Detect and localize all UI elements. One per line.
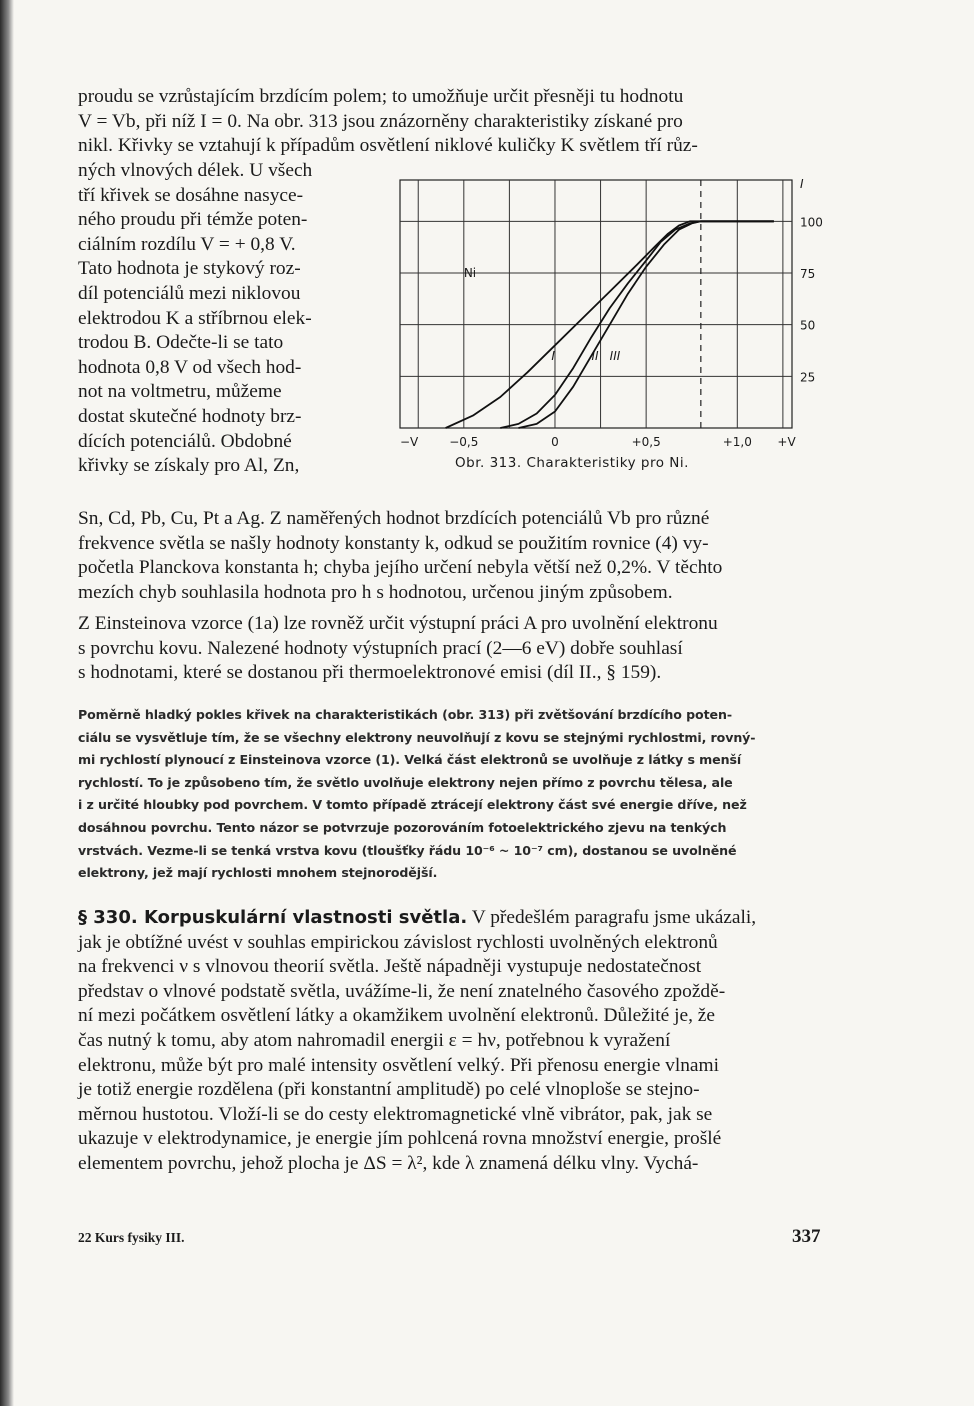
text-line: nikl. Křivky se vztahují k případům osvětlení niklové kuličky K světlem tří růz- bbox=[78, 135, 698, 157]
text-line: tří křivek se dosáhne nasyce- bbox=[78, 184, 304, 206]
section-heading: § 330. Korpuskulární vlastnosti světla. bbox=[78, 907, 468, 928]
text-line: proudu se vzrůstajícím brzdícím polem; to umožňuje určit přesněji tu hodnotu bbox=[78, 86, 684, 107]
x-tick-label: +0,5 bbox=[631, 435, 661, 449]
note-line: vrstvách. Vezme-li se tenká vrstva kovu (tloušťky řádu 10⁻⁶ ~ 10⁻⁷ cm), dostanou se uvolněné bbox=[78, 842, 737, 858]
text-line: ného proudu při témže poten- bbox=[78, 209, 308, 231]
figure-313-chart bbox=[380, 170, 830, 460]
section-first-line-rest: V předešlém paragrafu jsme ukázali, bbox=[471, 907, 757, 928]
material-label: Ni bbox=[463, 266, 477, 281]
curve-label: III bbox=[609, 348, 621, 363]
x-tick-label: −V bbox=[399, 435, 419, 449]
section-330 bbox=[78, 906, 830, 1177]
curve-label: I bbox=[551, 348, 555, 363]
text-line: elektrodou K a stříbrnou elek- bbox=[78, 307, 312, 329]
einstein-paragraph bbox=[78, 612, 830, 686]
note-line: i z určité hloubky pod povrchem. V tomto případě ztrácejí elektrony část své energie dříve, než bbox=[78, 797, 747, 813]
x-tick-label: −0,5 bbox=[449, 435, 479, 449]
section-first-line bbox=[78, 906, 830, 931]
y-tick-label: 25 bbox=[800, 370, 816, 385]
x-tick-label: +1,0 bbox=[722, 435, 752, 449]
y-tick-label: 50 bbox=[800, 318, 816, 333]
text-line: elektronu, může být pro malé intensity osvětlení velký. Při přenosu energie vlnami bbox=[78, 1054, 719, 1076]
note-line: ciálu se vysvětluje tím, že se všechny elektrony neuvolňují z kovu se stejnými rychlostmi, rovný- bbox=[78, 729, 756, 745]
curve-label: II bbox=[591, 348, 599, 363]
text-line: dících potenciálů. Obdobné bbox=[78, 430, 292, 452]
note-line: dosáhnou povrchu. Tento názor se potvrzuje pozorováním fotoelektrického zjevu na tenkých bbox=[78, 819, 727, 835]
text-line: ukazuje v elektrodynamice, je energie jím pohlcená rovna množství energie, prošlé bbox=[78, 1128, 722, 1150]
x-tick-label: 0 bbox=[551, 435, 559, 449]
y-tick-label: 75 bbox=[800, 267, 816, 281]
intro-paragraph bbox=[78, 85, 830, 159]
text-line: na frekvenci ν s vlnovou theorií světla. Ještě nápadněji vystupuje nedostatečnost bbox=[78, 956, 702, 978]
text-line: měrnou hustotou. Vloží-li se do cesty elektromagnetické vlně vibrátor, pak, jak se bbox=[78, 1103, 713, 1125]
text-line: s povrchu kovu. Nalezené hodnoty výstupních prací (2—6 eV) dobře souhlasí bbox=[78, 637, 683, 659]
text-line: frekvence světla se našly hodnoty konstanty k, odkud se použitím rovnice (4) vy- bbox=[78, 532, 709, 554]
text-line: not na voltmetru, můžeme bbox=[78, 381, 282, 403]
text-line: s hodnotami, které se dostanou při thermoelektronové emisi (díl II., § 159). bbox=[78, 662, 662, 684]
text-line: ných vlnových délek. U všech bbox=[78, 160, 313, 181]
text-line: ní mezi počátkem osvětlení látky a okamžikem uvolnění elektronů. Důležité je, že bbox=[78, 1005, 715, 1027]
text-line: čas nutný k tomu, aby atom nahromadil energii ε = hν, potřebnou k vyražení bbox=[78, 1029, 671, 1051]
small-print-note bbox=[78, 704, 830, 885]
text-line: ciálním rozdílu V = + 0,8 V. bbox=[78, 233, 296, 255]
note-line: mi rychlostí plynoucí z Einsteinova vzorce (1). Velká část elektronů se uvolňuje z látky s menší bbox=[78, 752, 742, 768]
page-edge-shadow bbox=[0, 0, 14, 1406]
figure-caption: Obr. 313. Charakteristiky pro Ni. bbox=[455, 455, 689, 471]
text-line: je totiž energie rozdělena (při konstantní amplitudě) po celé vlnoploše se stejno- bbox=[78, 1079, 700, 1101]
text-line: početla Planckova konstanta h; chyba jejího určení nebyla větší než 0,2%. V těchto bbox=[78, 557, 723, 579]
note-line: elektrony, jež mají rychlosti mnohem stejnorodější. bbox=[78, 865, 438, 881]
text-line: elementem povrchu, jehož plocha je ΔS = λ², kde λ znamená délku vlny. Vychá- bbox=[78, 1152, 699, 1174]
footer-book-title: 22 Kurs fysiky III. bbox=[78, 1230, 185, 1245]
x-tick-label: +V bbox=[777, 435, 796, 449]
text-line: Tato hodnota je stykový roz- bbox=[78, 258, 301, 280]
text-line: křivky se získaly pro Al, Zn, bbox=[78, 455, 300, 477]
text-line: Z Einsteinova vzorce (1a) lze rovněž určit výstupní práci A pro uvolnění elektronu bbox=[78, 613, 718, 634]
page-number: 337 bbox=[792, 1226, 821, 1247]
text-line: V = Vb, při níž I = 0. Na obr. 313 jsou znázorněny charakteristiky získané pro bbox=[78, 110, 683, 132]
text-line: jak je obtížné uvést v souhlas empirickou závislost rychlosti uvolněných elektronů bbox=[78, 931, 718, 953]
text-line: Sn, Cd, Pb, Cu, Pt a Ag. Z naměřených hodnot brzdících potenciálů Vb pro různé bbox=[78, 508, 710, 529]
y-tick-label: 100 bbox=[800, 215, 823, 230]
text-line: představ o vlnové podstatě světla, uvážíme-li, že není znatelného časového zpoždě- bbox=[78, 980, 726, 1002]
text-line: hodnota 0,8 V od všech hod- bbox=[78, 356, 302, 378]
y-axis-label: I bbox=[800, 177, 804, 191]
text-line: trodou B. Odečte-li se tato bbox=[78, 332, 284, 354]
wrapped-paragraph bbox=[78, 159, 348, 479]
note-line: rychlostí. To je způsobeno tím, že světlo uvolňuje elektrony nejen přímo z povrchu tělesa, ale bbox=[78, 774, 733, 790]
after-figure-paragraph bbox=[78, 507, 830, 605]
text-line: dostat skutečné hodnoty brz- bbox=[78, 405, 302, 427]
note-line: Poměrně hladký pokles křivek na charakteristikách (obr. 313) při zvětšování brzdícího poten- bbox=[78, 707, 732, 722]
text-line: díl potenciálů mezi niklovou bbox=[78, 282, 301, 304]
text-line: mezích chyb souhlasila hodnota pro h s hodnotou, určenou jiným způsobem. bbox=[78, 581, 673, 603]
